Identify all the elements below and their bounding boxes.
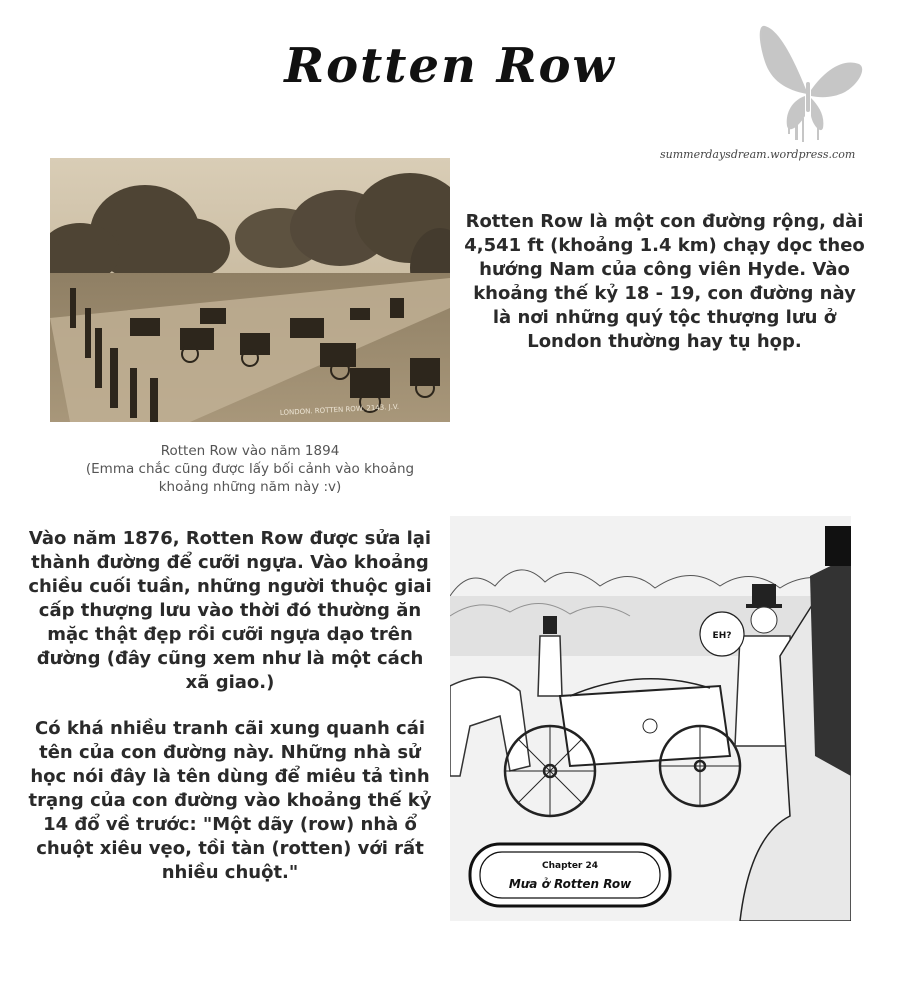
name-origin-paragraph: Có khá nhiều tranh cãi xung quanh cái tên của con đường này. Những nhà sử học nói đây là tên dùng để miêu tả tình trạng của con đường vào khoảng thế kỷ 14 đổ về trước: "Một dãy (row) nhà ổ chuột xiêu vẹo, tồi tàn (rotten) với rất nhiều chuột." <box>28 718 432 883</box>
speech-bubble-text: EH? <box>712 631 732 641</box>
chapter-label: Chapter 24 <box>541 861 599 871</box>
page-title: Rotten Row <box>284 38 616 94</box>
photo-plate-text: LONDON. ROTTEN ROW. 2143. J.V. <box>279 402 400 417</box>
history-paragraph: Vào năm 1876, Rotten Row được sửa lại thành đường để cưỡi ngựa. Vào khoảng chiều cuối tuần, những người thuộc giai cấp thượng lưu vào thời đó thường ăn mặc thật đẹp rồi cưỡi ngựa dạo trên đường (đây cũng xem như là một cách xã giao.) <box>28 528 432 693</box>
watermark-url: summerdaysdream.wordpress.com <box>660 148 856 161</box>
butterfly-watermark-icon <box>755 22 867 147</box>
caption-line: Rotten Row vào năm 1894 <box>160 443 340 459</box>
intro-paragraph: Rotten Row là một con đường rộng, dài 4,541 ft (khoảng 1.4 km) chạy dọc theo hướng Nam của công viên Hyde. Vào khoảng thế kỷ 18 - 19, con đường này là nơi những quý tộc thượng lưu ở London thường hay tụ họp. <box>464 211 865 352</box>
manga-panel <box>450 516 851 921</box>
caption-line: khoảng những năm này :v) <box>158 479 342 495</box>
photo-caption <box>40 442 460 496</box>
historical-photo <box>50 158 450 422</box>
caption-line: (Emma chắc cũng được lấy bối cảnh vào khoảng <box>85 461 415 477</box>
chapter-title: Mưa ở Rotten Row <box>508 877 632 891</box>
